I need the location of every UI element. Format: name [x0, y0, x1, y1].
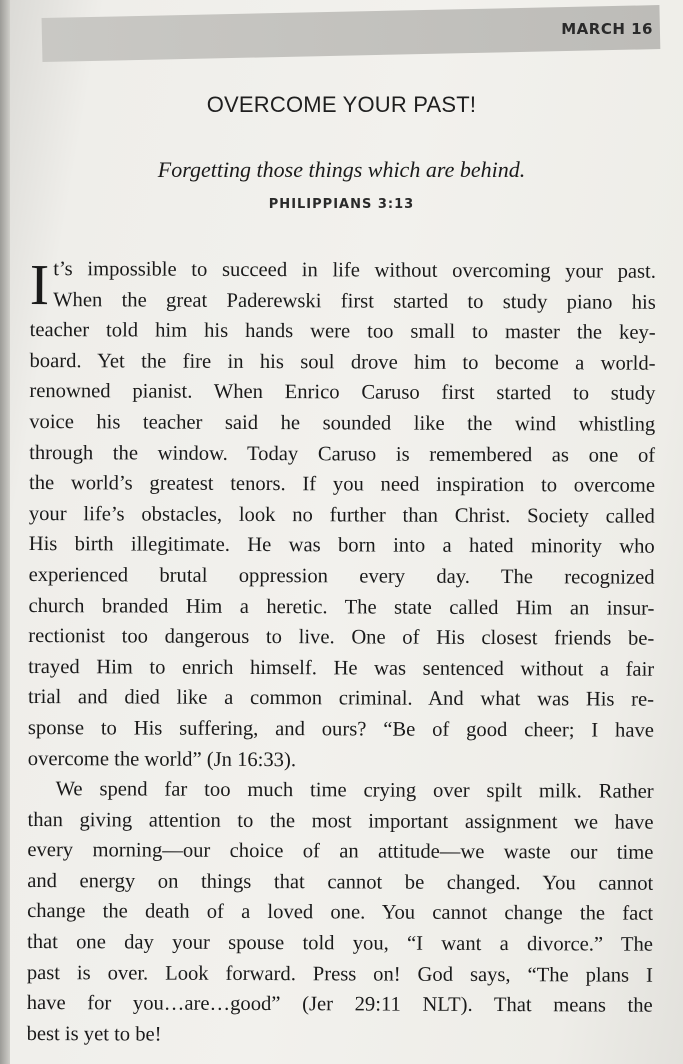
- body-line: past is over. Look forward. Press on! God says, “The plans I: [26, 961, 653, 987]
- devotional-title: OVERCOME YOUR PAST!: [206, 92, 477, 117]
- scripture-reference: PHILIPPIANS 3:13: [268, 197, 415, 212]
- body-line: that one day your spouse told you, “I want a divorce.” The: [26, 931, 654, 956]
- body-line: renowned pianist. When Enrico Caruso first started to study: [29, 380, 656, 406]
- body-line: When the great Paderewski first started to study piano his: [53, 288, 656, 314]
- scripture-verse: Forgetting those things which are behind.: [157, 157, 526, 182]
- body-line: overcome the world” (Jn 16:33).: [27, 747, 297, 771]
- body-line: the world’s greatest tenors. If you need inspiration to overcome: [28, 472, 656, 497]
- body-line: We spend far too much time crying over spilt milk. Rather: [55, 778, 654, 803]
- body-line: board. Yet the fire in his soul drove him to become a world-: [29, 349, 656, 375]
- body-line: and energy on things that cannot be changed. You cannot: [27, 869, 654, 895]
- body-line: rectionist too dangerous to live. One of His closest friends be-: [28, 625, 655, 650]
- body-line: trial and died like a common criminal. And what was His re-: [28, 686, 655, 712]
- body-line: every morning—our choice of an attitude—we waste our time: [27, 839, 654, 865]
- body-line: through the window. Today Caruso is remembered as one of: [29, 441, 656, 467]
- body-line: your life’s obstacles, look no further than Christ. Society called: [28, 502, 655, 528]
- body-line: have for you…are…good” (Jer 29:11 NLT). That means the: [26, 992, 653, 1017]
- body-line: church branded Him a heretic. The state called Him an insur-: [28, 594, 655, 620]
- body-line: change the death of a loved one. You cannot change the fact: [27, 900, 654, 926]
- body-line: teacher told him his hands were too small to master the key-: [29, 319, 656, 344]
- page-date: MARCH 16: [561, 20, 653, 38]
- body-line: best is yet to be!: [26, 1022, 162, 1046]
- body-line: experienced brutal oppression every day. The recognized: [28, 563, 655, 589]
- paragraph-1: [28, 254, 656, 777]
- body-line: t’s impossible to succeed in life without overcoming your past.: [53, 258, 656, 283]
- paragraph-2: [27, 774, 654, 1052]
- body-line: voice his teacher said he sounded like the wind whistling: [29, 410, 656, 436]
- drop-cap: I: [29, 252, 50, 318]
- body-line: His birth illegitimate. He was born into a hated minority who: [28, 533, 655, 559]
- body-line: than giving attention to the most important assignment we have: [27, 808, 654, 834]
- devotional-body: [27, 254, 656, 1052]
- body-line: sponse to His suffering, and ours? “Be of good cheer; I have: [27, 716, 654, 742]
- body-line: trayed Him to enrich himself. He was sentenced without a fair: [28, 655, 655, 681]
